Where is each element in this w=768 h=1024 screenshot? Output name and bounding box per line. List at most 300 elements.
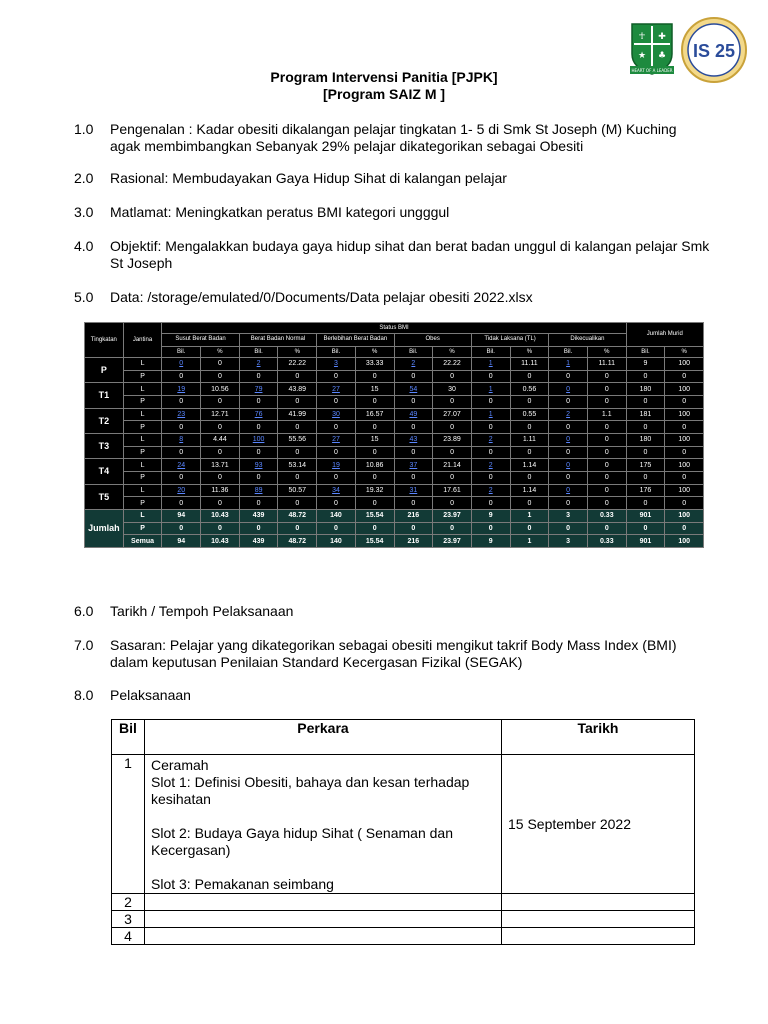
jantina-cell: L [123, 509, 162, 522]
value-cell: 30 [317, 408, 356, 421]
value-cell: 0 [549, 383, 588, 396]
total-value-cell: 15.54 [355, 535, 394, 548]
value-cell: 0 [355, 395, 394, 408]
value-cell: 0 [433, 497, 472, 510]
value-cell: 33.33 [355, 357, 394, 370]
col-header-perkara: Perkara [145, 720, 502, 755]
total-value-cell: 216 [394, 509, 433, 522]
total-value-cell: 10.43 [201, 535, 240, 548]
table-row [85, 459, 704, 472]
value-cell: 0 [433, 395, 472, 408]
value-cell: 22.22 [278, 357, 317, 370]
value-cell: 13.71 [201, 459, 240, 472]
col-header-bil: Bil. [162, 346, 201, 357]
total-value-cell: 3 [549, 509, 588, 522]
table-header-row [112, 720, 695, 755]
value-cell: 0 [355, 370, 394, 383]
value-cell: 0 [510, 395, 549, 408]
value-cell: 0 [278, 395, 317, 408]
value-cell: 11.36 [201, 484, 240, 497]
value-cell: 43.89 [278, 383, 317, 396]
value-cell: 53.14 [278, 459, 317, 472]
value-cell: 0 [626, 446, 665, 459]
table-row [112, 928, 695, 945]
logo-motto: HEART OF A LEADER [631, 68, 673, 73]
row-perkara [145, 928, 502, 945]
value-cell: 0 [587, 484, 626, 497]
value-cell: 10.56 [201, 383, 240, 396]
total-value-cell: 9 [471, 535, 510, 548]
section-number: 6.0 [74, 603, 94, 619]
col-header-bil: Bil. [471, 346, 510, 357]
value-cell: 0 [201, 446, 240, 459]
table-row [112, 911, 695, 928]
col-header-bil: Bil. [626, 346, 665, 357]
col-header-tingkatan: Tingkatan [85, 323, 124, 358]
value-cell: 0 [665, 471, 704, 484]
col-header-bil: Bil. [317, 346, 356, 357]
col-header-category: Berat Badan Normal [239, 334, 316, 347]
value-cell: 2 [394, 357, 433, 370]
value-cell: 19 [162, 383, 201, 396]
value-cell: 11.11 [510, 357, 549, 370]
value-cell: 27 [317, 383, 356, 396]
value-cell: 0 [239, 395, 278, 408]
value-cell: 0 [394, 421, 433, 434]
jantina-cell: L [123, 408, 162, 421]
total-value-cell: 216 [394, 535, 433, 548]
value-cell: 0 [587, 433, 626, 446]
tingkatan-label: T2 [85, 408, 124, 433]
total-value-cell: 0 [626, 522, 665, 535]
total-value-cell: 0 [471, 522, 510, 535]
value-cell: 23 [162, 408, 201, 421]
school-crest-logo [628, 20, 676, 76]
value-cell: 0 [549, 433, 588, 446]
col-header-percent: % [587, 346, 626, 357]
value-cell: 2 [471, 484, 510, 497]
row-tarikh: 15 September 2022 [502, 755, 695, 894]
value-cell: 0 [665, 497, 704, 510]
total-value-cell: 0 [587, 522, 626, 535]
value-cell: 0 [549, 471, 588, 484]
value-cell: 23.89 [433, 433, 472, 446]
logo2-text: IS 25 [692, 41, 736, 61]
tingkatan-label: T1 [85, 383, 124, 408]
total-value-cell: 901 [626, 509, 665, 522]
value-cell: 1 [549, 357, 588, 370]
value-cell: 1 [471, 383, 510, 396]
value-cell: 22.22 [433, 357, 472, 370]
col-header-category: Tidak Laksana (TL) [471, 334, 548, 347]
value-cell: 0 [587, 370, 626, 383]
total-value-cell: 1 [510, 509, 549, 522]
jantina-cell: P [123, 522, 162, 535]
value-cell: 0 [317, 497, 356, 510]
value-cell: 2 [471, 459, 510, 472]
value-cell: 181 [626, 408, 665, 421]
value-cell: 1.1 [587, 408, 626, 421]
svg-text:☥: ☥ [638, 32, 646, 42]
perkara-line: Slot 3: Pemakanan seimbang [151, 876, 334, 892]
value-cell: 0 [549, 370, 588, 383]
value-cell: 0 [510, 421, 549, 434]
total-value-cell: 48.72 [278, 509, 317, 522]
value-cell: 0 [510, 446, 549, 459]
total-value-cell: 94 [162, 509, 201, 522]
jantina-cell: L [123, 459, 162, 472]
col-header-bil: Bil. [549, 346, 588, 357]
value-cell: 0 [549, 446, 588, 459]
value-cell: 0 [549, 497, 588, 510]
total-value-cell: 0 [394, 522, 433, 535]
value-cell: 0 [510, 497, 549, 510]
value-cell: 0 [471, 395, 510, 408]
section-number: 3.0 [74, 204, 94, 220]
value-cell: 21.14 [433, 459, 472, 472]
value-cell: 15 [355, 383, 394, 396]
value-cell: 0 [587, 471, 626, 484]
value-cell: 1 [471, 357, 510, 370]
value-cell: 43 [394, 433, 433, 446]
value-cell: 93 [239, 459, 278, 472]
total-value-cell: 48.72 [278, 535, 317, 548]
total-value-cell: 100 [665, 509, 704, 522]
value-cell: 0 [433, 421, 472, 434]
jantina-cell: P [123, 370, 162, 383]
perkara-line [151, 859, 495, 876]
perkara-line: Ceramah [151, 757, 209, 773]
total-row [85, 509, 704, 522]
value-cell: 180 [626, 433, 665, 446]
col-header-percent: % [433, 346, 472, 357]
value-cell: 0 [665, 370, 704, 383]
total-row [85, 535, 704, 548]
total-value-cell: 0 [433, 522, 472, 535]
value-cell: 0 [587, 421, 626, 434]
value-cell: 0 [317, 395, 356, 408]
col-header-category: Susut Berat Badan [162, 334, 239, 347]
col-header-bil: Bil. [394, 346, 433, 357]
col-header-percent: % [665, 346, 704, 357]
section-number: 2.0 [74, 170, 94, 186]
col-header-category: Dikecualikan [549, 334, 626, 347]
value-cell: 0 [162, 357, 201, 370]
row-tarikh [502, 894, 695, 911]
value-cell: 0 [355, 471, 394, 484]
row-perkara [145, 911, 502, 928]
value-cell: 19 [317, 459, 356, 472]
svg-text:♣: ♣ [657, 51, 667, 61]
section-text: Matlamat: Meningkatkan peratus BMI kategori ungggul [110, 204, 450, 220]
value-cell: 0 [239, 497, 278, 510]
value-cell: 0 [162, 446, 201, 459]
table-row [85, 421, 704, 434]
value-cell: 0 [665, 395, 704, 408]
value-cell: 27.07 [433, 408, 472, 421]
total-value-cell: 901 [626, 535, 665, 548]
bmi-table-grid [84, 322, 704, 548]
value-cell: 0 [626, 471, 665, 484]
value-cell: 41.99 [278, 408, 317, 421]
perkara-line: Slot 1: Definisi Obesiti, bahaya dan kesan terhadap kesihatan [151, 774, 470, 807]
value-cell: 30 [433, 383, 472, 396]
jantina-cell: Semua [123, 535, 162, 548]
total-value-cell: 100 [665, 535, 704, 548]
table-row [85, 383, 704, 396]
value-cell: 0 [433, 370, 472, 383]
value-cell: 0 [433, 471, 472, 484]
col-header-jumlah-murid: Jumlah Murid [626, 323, 703, 347]
total-value-cell: 3 [549, 535, 588, 548]
value-cell: 0 [201, 357, 240, 370]
value-cell: 0 [278, 446, 317, 459]
implementation-table [111, 719, 695, 945]
value-cell: 89 [239, 484, 278, 497]
value-cell: 0 [239, 471, 278, 484]
table-row [85, 408, 704, 421]
value-cell: 27 [317, 433, 356, 446]
value-cell: 100 [665, 459, 704, 472]
value-cell: 0 [626, 395, 665, 408]
total-value-cell: 439 [239, 509, 278, 522]
value-cell: 175 [626, 459, 665, 472]
col-header-jantina: Jantina [123, 323, 162, 358]
value-cell: 0 [626, 421, 665, 434]
table-row [112, 894, 695, 911]
value-cell: 0 [162, 497, 201, 510]
col-header-status-bmi: Status BMI [162, 323, 626, 334]
section-text: Sasaran: Pelajar yang dikategorikan sebagai obesiti mengikut takrif Body Mass Index (BMI) dalam keputusan Penilaian Standard Kecergasan Fizikal (SEGAK) [110, 637, 677, 670]
table-row [85, 471, 704, 484]
table-row [85, 446, 704, 459]
total-value-cell: 0 [665, 522, 704, 535]
total-value-cell: 0 [201, 522, 240, 535]
value-cell: 0 [665, 421, 704, 434]
col-header-percent: % [278, 346, 317, 357]
table-row [85, 395, 704, 408]
value-cell: 0 [433, 446, 472, 459]
table-row [85, 497, 704, 510]
col-header-bil: Bil [112, 720, 145, 755]
table-row [85, 433, 704, 446]
value-cell: 55.56 [278, 433, 317, 446]
jantina-cell: L [123, 383, 162, 396]
data-file-path[interactable]: Data: /storage/emulated/0/Documents/Data pelajar obesiti 2022.xlsx [110, 289, 533, 305]
value-cell: 0 [587, 395, 626, 408]
value-cell: 0 [626, 497, 665, 510]
value-cell: 34 [317, 484, 356, 497]
value-cell: 0 [162, 421, 201, 434]
value-cell: 100 [665, 484, 704, 497]
value-cell: 0 [201, 370, 240, 383]
col-header-tarikh: Tarikh [502, 720, 695, 755]
total-value-cell: 140 [317, 535, 356, 548]
value-cell: 0 [278, 497, 317, 510]
value-cell: 0 [587, 446, 626, 459]
value-cell: 0 [162, 370, 201, 383]
value-cell: 100 [665, 383, 704, 396]
value-cell: 79 [239, 383, 278, 396]
total-value-cell: 10.43 [201, 509, 240, 522]
value-cell: 49 [394, 408, 433, 421]
value-cell: 0 [201, 471, 240, 484]
value-cell: 0 [394, 446, 433, 459]
value-cell: 0 [201, 421, 240, 434]
value-cell: 19.32 [355, 484, 394, 497]
col-header-percent: % [510, 346, 549, 357]
tingkatan-label: P [85, 357, 124, 382]
value-cell: 10.86 [355, 459, 394, 472]
value-cell: 0 [278, 471, 317, 484]
value-cell: 9 [626, 357, 665, 370]
value-cell: 50.57 [278, 484, 317, 497]
total-value-cell: 0 [162, 522, 201, 535]
value-cell: 180 [626, 383, 665, 396]
value-cell: 24 [162, 459, 201, 472]
total-row [85, 522, 704, 535]
value-cell: 54 [394, 383, 433, 396]
value-cell: 0 [394, 395, 433, 408]
value-cell: 15 [355, 433, 394, 446]
bmi-status-table [84, 322, 704, 548]
table-row [85, 484, 704, 497]
row-number: 4 [112, 928, 145, 945]
section-text: Pelaksanaan [110, 687, 191, 703]
total-value-cell: 0.33 [587, 509, 626, 522]
value-cell: 0 [587, 459, 626, 472]
value-cell: 0.55 [510, 408, 549, 421]
tingkatan-label: T5 [85, 484, 124, 509]
total-value-cell: 15.54 [355, 509, 394, 522]
jantina-cell: P [123, 395, 162, 408]
section-number: 1.0 [74, 121, 94, 137]
value-cell: 0 [587, 383, 626, 396]
value-cell: 0 [471, 497, 510, 510]
perkara-line [151, 808, 495, 825]
col-header-percent: % [201, 346, 240, 357]
value-cell: 0 [317, 370, 356, 383]
row-tarikh [502, 928, 695, 945]
value-cell: 100 [239, 433, 278, 446]
section-text: Tarikh / Tempoh Pelaksanaan [110, 603, 294, 619]
value-cell: 0 [201, 395, 240, 408]
row-number: 3 [112, 911, 145, 928]
value-cell: 1.14 [510, 459, 549, 472]
section-number: 5.0 [74, 289, 94, 305]
value-cell: 31 [394, 484, 433, 497]
perkara-line: Slot 2: Budaya Gaya hidup Sihat ( Senaman dan Kecergasan) [151, 825, 453, 858]
value-cell: 0 [201, 497, 240, 510]
jantina-cell: P [123, 421, 162, 434]
total-value-cell: 0 [355, 522, 394, 535]
value-cell: 0 [471, 370, 510, 383]
value-cell: 0 [549, 484, 588, 497]
value-cell: 1.11 [510, 433, 549, 446]
section-text: Objektif: Mengalakkan budaya gaya hidup sihat dan berat badan unggul di kalangan pelajar Smk St Joseph [110, 238, 710, 271]
total-value-cell: 0 [239, 522, 278, 535]
value-cell: 0 [549, 421, 588, 434]
value-cell: 100 [665, 433, 704, 446]
row-number: 2 [112, 894, 145, 911]
value-cell: 0 [355, 497, 394, 510]
value-cell: 0 [665, 446, 704, 459]
page-title: Program Intervensi Panitia [PJPK] [270, 69, 498, 85]
tingkatan-label: T3 [85, 433, 124, 458]
section-number: 4.0 [74, 238, 94, 254]
section-number: 7.0 [74, 637, 94, 653]
jantina-cell: L [123, 484, 162, 497]
value-cell: 0 [587, 497, 626, 510]
value-cell: 100 [665, 408, 704, 421]
value-cell: 1.14 [510, 484, 549, 497]
value-cell: 0 [510, 370, 549, 383]
row-perkara [145, 894, 502, 911]
value-cell: 16.57 [355, 408, 394, 421]
total-value-cell: 94 [162, 535, 201, 548]
value-cell: 0.56 [510, 383, 549, 396]
total-value-cell: 1 [510, 535, 549, 548]
row-number: 1 [112, 755, 145, 894]
value-cell: 0 [317, 471, 356, 484]
value-cell: 0 [239, 421, 278, 434]
total-value-cell: 23.97 [433, 509, 472, 522]
jantina-cell: P [123, 471, 162, 484]
svg-text:✚: ✚ [658, 32, 666, 42]
value-cell: 37 [394, 459, 433, 472]
svg-text:★: ★ [637, 51, 647, 61]
jantina-cell: P [123, 497, 162, 510]
value-cell: 0 [317, 421, 356, 434]
row-tarikh [502, 911, 695, 928]
total-value-cell: 0.33 [587, 535, 626, 548]
section-text: Pengenalan : Kadar obesiti dikalangan pelajar tingkatan 1- 5 di Smk St Joseph (M) Kuching agak membimbangkan Sebanyak 29% pelajar dikategorikan sebagai Obesiti [110, 121, 677, 154]
total-value-cell: 0 [549, 522, 588, 535]
row-perkara [145, 755, 502, 894]
table-row [85, 357, 704, 370]
value-cell: 0 [471, 471, 510, 484]
value-cell: 0 [355, 421, 394, 434]
value-cell: 11.11 [587, 357, 626, 370]
total-value-cell: 23.97 [433, 535, 472, 548]
table-row [85, 370, 704, 383]
value-cell: 2 [471, 433, 510, 446]
value-cell: 8 [162, 433, 201, 446]
value-cell: 4.44 [201, 433, 240, 446]
value-cell: 0 [239, 446, 278, 459]
value-cell: 0 [510, 471, 549, 484]
col-header-percent: % [355, 346, 394, 357]
value-cell: 2 [549, 408, 588, 421]
table-row [112, 755, 695, 894]
col-header-category: Obes [394, 334, 471, 347]
value-cell: 0 [471, 421, 510, 434]
value-cell: 0 [162, 471, 201, 484]
value-cell: 1 [471, 408, 510, 421]
col-header-category: Berlebihan Berat Badan [317, 334, 394, 347]
value-cell: 12.71 [201, 408, 240, 421]
value-cell: 100 [665, 357, 704, 370]
value-cell: 17.61 [433, 484, 472, 497]
value-cell: 2 [239, 357, 278, 370]
value-cell: 3 [317, 357, 356, 370]
section-number: 8.0 [74, 687, 94, 703]
section-text: Rasional: Membudayakan Gaya Hidup Sihat di kalangan pelajar [110, 170, 507, 186]
total-value-cell: 9 [471, 509, 510, 522]
value-cell: 0 [278, 421, 317, 434]
value-cell: 0 [471, 446, 510, 459]
value-cell: 0 [239, 370, 278, 383]
